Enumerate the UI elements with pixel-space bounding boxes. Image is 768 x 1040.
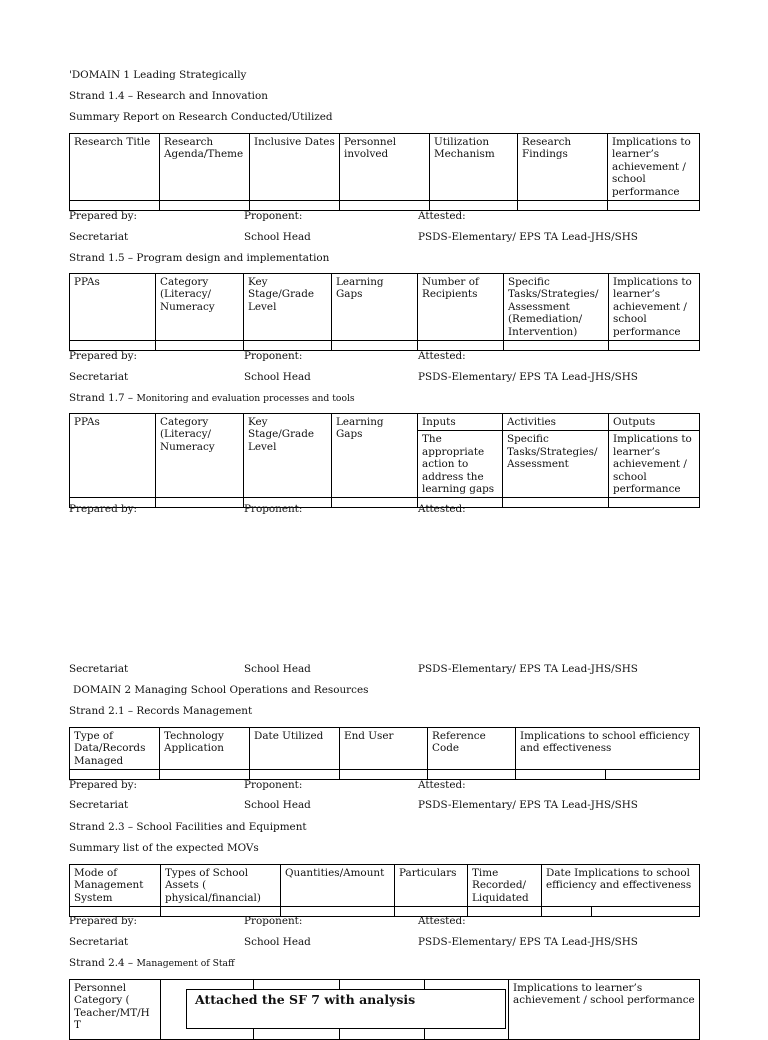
- header-cell: Outputs: [609, 414, 700, 431]
- prepared-by-label: Prepared by:: [69, 779, 138, 791]
- school-head-label: School Head: [244, 663, 311, 675]
- subheader-cell: The appropriate action to address the learning gaps: [418, 431, 503, 498]
- signature-row: [69, 915, 709, 928]
- attested-label: Attested:: [418, 915, 466, 927]
- table-school-facilities: [69, 864, 700, 917]
- header-cell: Time Recorded/ Liquidated: [468, 865, 542, 907]
- secretariat-label: Secretariat: [69, 663, 129, 675]
- header-cell: Mode of Management System: [70, 865, 161, 907]
- subheader-cell: Implications to learner’s achievement / school performance: [609, 431, 700, 498]
- school-head-label: School Head: [244, 799, 311, 811]
- prepared-by-label: Prepared by:: [69, 350, 138, 362]
- header-cell: Inputs: [418, 414, 503, 431]
- domain-2-title: DOMAIN 2 Managing School Operations and Resources: [73, 684, 369, 696]
- header-cell: Research Agenda/Theme: [160, 134, 250, 201]
- header-cell: Research Findings: [518, 134, 608, 201]
- header-cell: Learning Gaps: [332, 274, 418, 341]
- header-cell: Implications to learner’s achievement / school performance: [609, 274, 700, 341]
- header-cell: Specific Tasks/Strategies/ Assessment (Remediation/ Intervention): [504, 274, 609, 341]
- school-head-label: School Head: [244, 936, 311, 948]
- strand-1-7-heading: [69, 392, 355, 405]
- attested-label: Attested:: [418, 503, 466, 515]
- header-cell: Technology Application: [160, 728, 250, 770]
- header-cell: Inclusive Dates: [250, 134, 340, 201]
- proponent-label: Proponent:: [244, 210, 303, 222]
- header-cell: Research Title: [70, 134, 160, 201]
- header-cell: PPAs: [70, 274, 156, 341]
- signature-titles-row: [69, 231, 709, 244]
- signature-titles-row: [69, 371, 709, 384]
- strand-2-4-heading: [69, 957, 235, 970]
- header-cell: Key Stage/Grade Level: [244, 274, 332, 341]
- strand-2-1-heading: Strand 2.1 – Records Management: [69, 705, 253, 717]
- school-head-label: School Head: [244, 371, 311, 383]
- school-head-label: School Head: [244, 231, 311, 243]
- attested-label: Attested:: [418, 350, 466, 362]
- signature-titles-row: [69, 799, 709, 812]
- header-cell: PPAs: [70, 414, 156, 498]
- secretariat-label: Secretariat: [69, 799, 129, 811]
- header-cell: Implications to school efficiency and effectiveness: [516, 728, 700, 770]
- psds-label: PSDS-Elementary/ EPS TA Lead-JHS/SHS: [418, 371, 638, 383]
- strand-2-4-number: Strand 2.4 –: [69, 957, 137, 969]
- header-cell: Implications to learner’s achievement / school performance: [509, 980, 700, 1040]
- header-cell: Personnel involved: [340, 134, 430, 201]
- signature-row: [69, 350, 709, 363]
- domain-1-title: 'DOMAIN 1 Leading Strategically: [69, 69, 247, 81]
- psds-label: PSDS-Elementary/ EPS TA Lead-JHS/SHS: [418, 936, 638, 948]
- secretariat-label: Secretariat: [69, 371, 129, 383]
- header-cell: End User: [340, 728, 428, 770]
- header-cell: Utilization Mechanism: [430, 134, 518, 201]
- header-cell: Activities: [503, 414, 609, 431]
- header-cell: Date Utilized: [250, 728, 340, 770]
- attested-label: Attested:: [418, 779, 466, 791]
- header-cell: Category (Literacy/ Numeracy: [156, 274, 244, 341]
- prepared-by-label: Prepared by:: [69, 915, 138, 927]
- strand-2-4-title: Management of Staff: [136, 958, 235, 969]
- header-cell: Reference Code: [428, 728, 516, 770]
- table-records-management: [69, 727, 700, 780]
- signature-row: [69, 210, 709, 223]
- strand-1-5-heading: Strand 1.5 – Program design and implementation: [69, 252, 330, 264]
- header-cell: Particulars: [395, 865, 468, 907]
- header-cell: Key Stage/Grade Level: [244, 414, 332, 498]
- prepared-by-label: Prepared by:: [69, 210, 138, 222]
- signature-row: [69, 503, 709, 516]
- subheader-cell: Specific Tasks/Strategies/ Assessment: [503, 431, 609, 498]
- signature-titles-row: [69, 936, 709, 949]
- attached-sf7-note: Attached the SF 7 with analysis: [186, 989, 506, 1029]
- table-program-design: [69, 273, 700, 351]
- proponent-label: Proponent:: [244, 350, 303, 362]
- proponent-label: Proponent:: [244, 503, 303, 515]
- strand-1-7-number: Strand 1.7 –: [69, 392, 137, 404]
- strand-2-3-heading: Strand 2.3 – School Facilities and Equipment: [69, 821, 307, 833]
- secretariat-label: Secretariat: [69, 936, 129, 948]
- prepared-by-label: Prepared by:: [69, 503, 138, 515]
- psds-label: PSDS-Elementary/ EPS TA Lead-JHS/SHS: [418, 231, 638, 243]
- header-cell: Number of Recipients: [418, 274, 504, 341]
- strand-1-7-title: Monitoring and evaluation processes and tools: [136, 393, 355, 404]
- summary-1-4-heading: Summary Report on Research Conducted/Utilized: [69, 111, 333, 123]
- header-cell: Learning Gaps: [332, 414, 418, 498]
- header-cell: Date Implications to school efficiency and effectiveness: [542, 865, 700, 907]
- proponent-label: Proponent:: [244, 779, 303, 791]
- attested-label: Attested:: [418, 210, 466, 222]
- table-monitoring: [69, 413, 700, 508]
- signature-row: [69, 779, 709, 792]
- strand-1-4-heading: Strand 1.4 – Research and Innovation: [69, 90, 268, 102]
- header-cell: Types of School Assets ( physical/financial): [161, 865, 281, 907]
- table-research: [69, 133, 700, 211]
- psds-label: PSDS-Elementary/ EPS TA Lead-JHS/SHS: [418, 799, 638, 811]
- header-cell: Category (Literacy/ Numeracy: [156, 414, 244, 498]
- header-cell: Implications to learner’s achievement / school performance: [608, 134, 700, 201]
- secretariat-label: Secretariat: [69, 231, 129, 243]
- psds-label: PSDS-Elementary/ EPS TA Lead-JHS/SHS: [418, 663, 638, 675]
- summary-2-3-heading: Summary list of the expected MOVs: [69, 842, 259, 854]
- header-cell: Quantities/Amount: [281, 865, 395, 907]
- header-cell: Personnel Category ( Teacher/MT/HT: [70, 980, 161, 1040]
- proponent-label: Proponent:: [244, 915, 303, 927]
- header-cell: Type of Data/Records Managed: [70, 728, 160, 770]
- signature-titles-row: [69, 663, 709, 676]
